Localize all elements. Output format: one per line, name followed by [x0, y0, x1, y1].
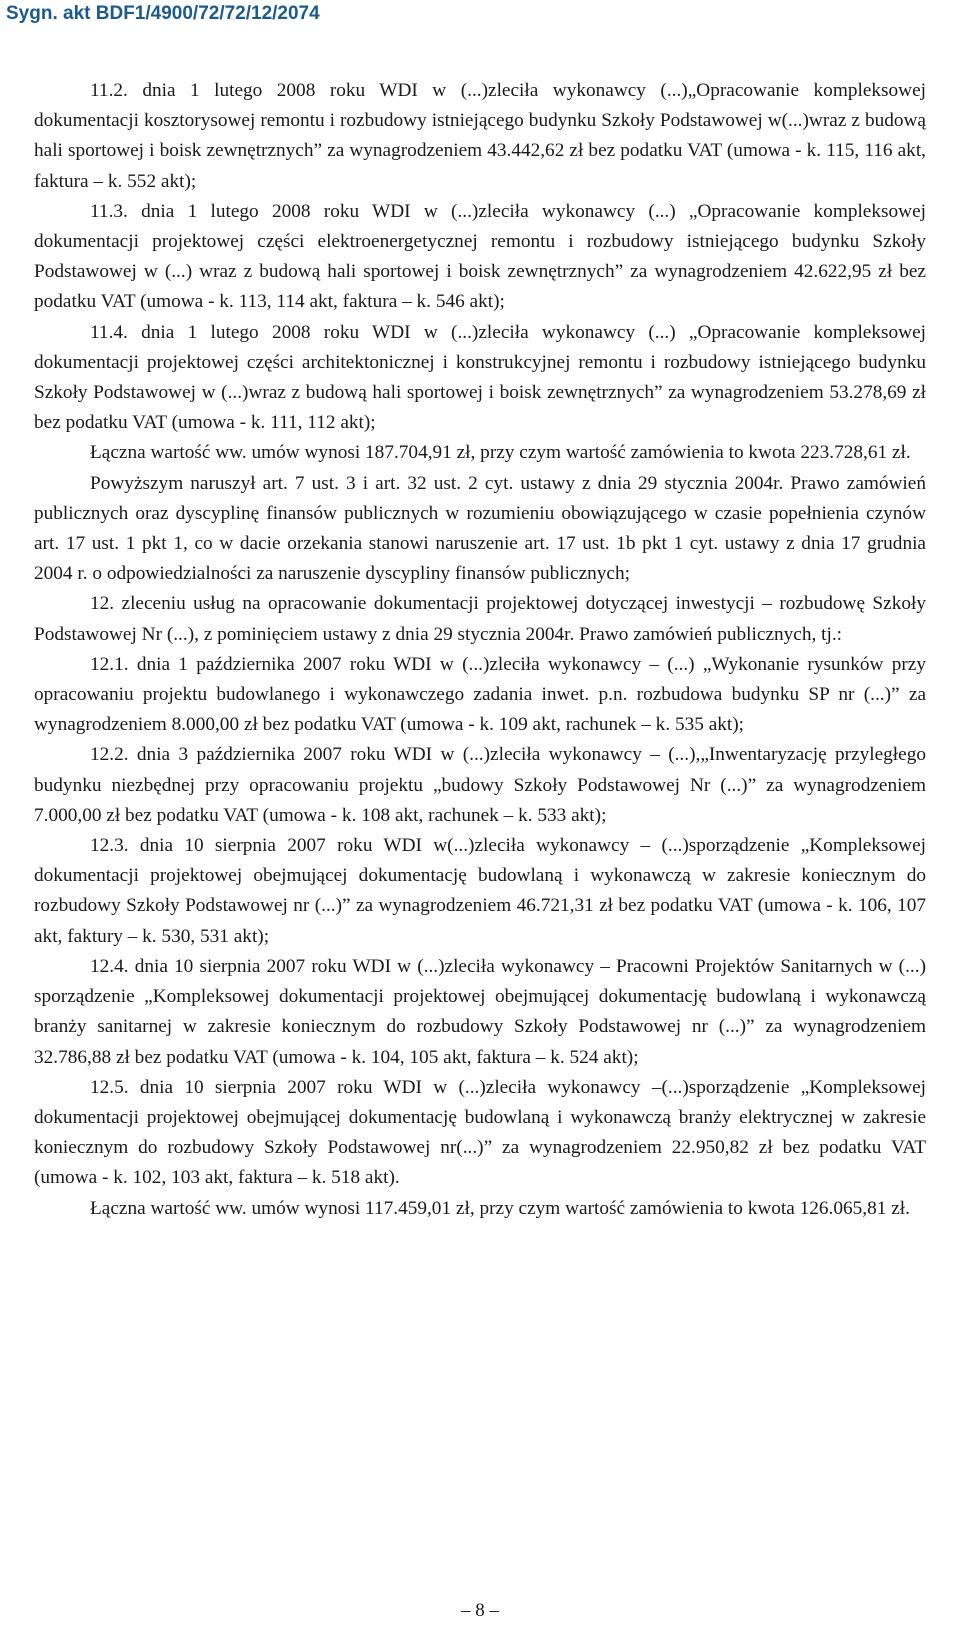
paragraph-12-4: 12.4. dnia 10 sierpnia 2007 roku WDI w (...)zleciła wykonawcy – Pracowni Projektów Sanitarnych w (...) sporządzenie „Kompleksowej dokumentacji projektowej obejmującej dokumentację budowlaną i wykonawczą branży sanitarnej w zakresie koniecznym do rozbudowy Szkoły Podstawowej nr (...)” za wynagrodzeniem 32.786,88 zł bez podatku VAT (umowa - k. 104, 105 akt, faktura – k. 524 akt); [34, 955, 926, 1068]
paragraph-12-3: 12.3. dnia 10 sierpnia 2007 roku WDI w(...)zleciła wykonawcy – (...)sporządzenie „Kompleksowej dokumentacji projektowej obejmującej dokumentację budowlaną i wykonawczą w zakresie koniecznym do rozbudowy Szkoły Podstawowej nr (...)” za wynagrodzeniem 46.721,31 zł bez podatku VAT (umowa - k. 106, 107 akt, faktury – k. 530, 531 akt); [34, 835, 926, 947]
paragraph-12-1: 12.1. dnia 1 października 2007 roku WDI w (...)zleciła wykonawcy – (...) „Wykonanie rysunków przy opracowaniu projektu budowlanego i wykonawczego zadania inwet. p.n. rozbudowa budynku SP nr (...)” za wynagrodzeniem 8.000,00 zł bez podatku VAT (umowa - k. 109 akt, rachunek – k. 535 akt); [34, 653, 926, 736]
paragraph-total-12: Łączna wartość ww. umów wynosi 117.459,01 zł, przy czym wartość zamówienia to kwota 126.065,81 zł. [90, 1197, 910, 1219]
page-number: – 8 – [461, 1600, 499, 1621]
paragraph-12-5: 12.5. dnia 10 sierpnia 2007 roku WDI w (...)zleciła wykonawcy –(...)sporządzenie „Kompleksowej dokumentacji projektowej obejmującej dokumentację budowlaną i wykonawczą branży elektrycznej w zakresie koniecznym do rozbudowy Szkoły Podstawowej nr(...)” za wynagrodzeniem 22.950,82 zł bez podatku VAT (umowa - k. 102, 103 akt, faktura – k. 518 akt). [34, 1076, 926, 1189]
paragraph-11-4: 11.4. dnia 1 lutego 2008 roku WDI w (...)zleciła wykonawcy (...) „Opracowanie kompleksowej dokumentacji projektowej części architektonicznej i konstrukcyjnej remontu i rozbudowy istniejącego budynku Szkoły Podstawowej w (...)wraz z budową hali sportowej i boisk zewnętrznych” za wynagrodzeniem 53.278,69 zł bez podatku VAT (umowa - k. 111, 112 akt); [34, 321, 926, 434]
paragraph-11-3: 11.3. dnia 1 lutego 2008 roku WDI w (...)zleciła wykonawcy (...) „Opracowanie kompleksowej dokumentacji projektowej części elektroenergetycznej remontu i rozbudowy istniejącego budynku Szkoły Podstawowej w (...) wraz z budową hali sportowej i boisk zewnętrznych” za wynagrodzeniem 42.622,95 zł bez podatku VAT (umowa - k. 113, 114 akt, faktura – k. 546 akt); [34, 200, 926, 313]
paragraph-violation-11: Powyższym naruszył art. 7 ust. 3 i art. 32 ust. 2 cyt. ustawy z dnia 29 stycznia 2004r. Prawo zamówień publicznych oraz dyscyplinę finansów publicznych w rozumieniu obowiązującego w czasie popełnienia czynów art. 17 ust. 1 pkt 1, co w dacie orzekania stanowi naruszenie art. 17 ust. 1b pkt 1 cyt. ustawy z dnia 17 grudnia 2004 r. o odpowiedzialności za naruszenie dyscypliny finansów publicznych; [34, 472, 926, 585]
paragraph-12: 12. zleceniu usług na opracowanie dokumentacji projektowej dotyczącej inwestycji – rozbudowę Szkoły Podstawowej Nr (...), z pominięciem ustawy z dnia 29 stycznia 2004r. Prawo zamówień publicznych, tj.: [34, 593, 926, 645]
case-signature: Sygn. akt BDF1/4900/72/72/12/2074 [6, 3, 320, 24]
document-body [34, 76, 926, 1224]
paragraph-total-11: Łączna wartość ww. umów wynosi 187.704,91 zł, przy czym wartość zamówienia to kwota 223.728,61 zł. [90, 442, 911, 464]
paragraph-11-2: 11.2. dnia 1 lutego 2008 roku WDI w (...)zleciła wykonawcy (...)„Opracowanie kompleksowej dokumentacji kosztorysowej remontu i rozbudowy istniejącego budynku Szkoły Podstawowej w(...)wraz z budową hali sportowej i boisk zewnętrznych” za wynagrodzeniem 43.442,62 zł bez podatku VAT (umowa - k. 115, 116 akt, faktura – k. 552 akt); [34, 80, 926, 192]
paragraph-12-2: 12.2. dnia 3 października 2007 roku WDI w (...)zleciła wykonawcy – (...),„Inwentaryzację przyległego budynku niezbędnej przy opracowaniu projektu „budowy Szkoły Podstawowej Nr (...)” za wynagrodzeniem 7.000,00 zł bez podatku VAT (umowa - k. 108 akt, rachunek – k. 533 akt); [34, 744, 926, 826]
